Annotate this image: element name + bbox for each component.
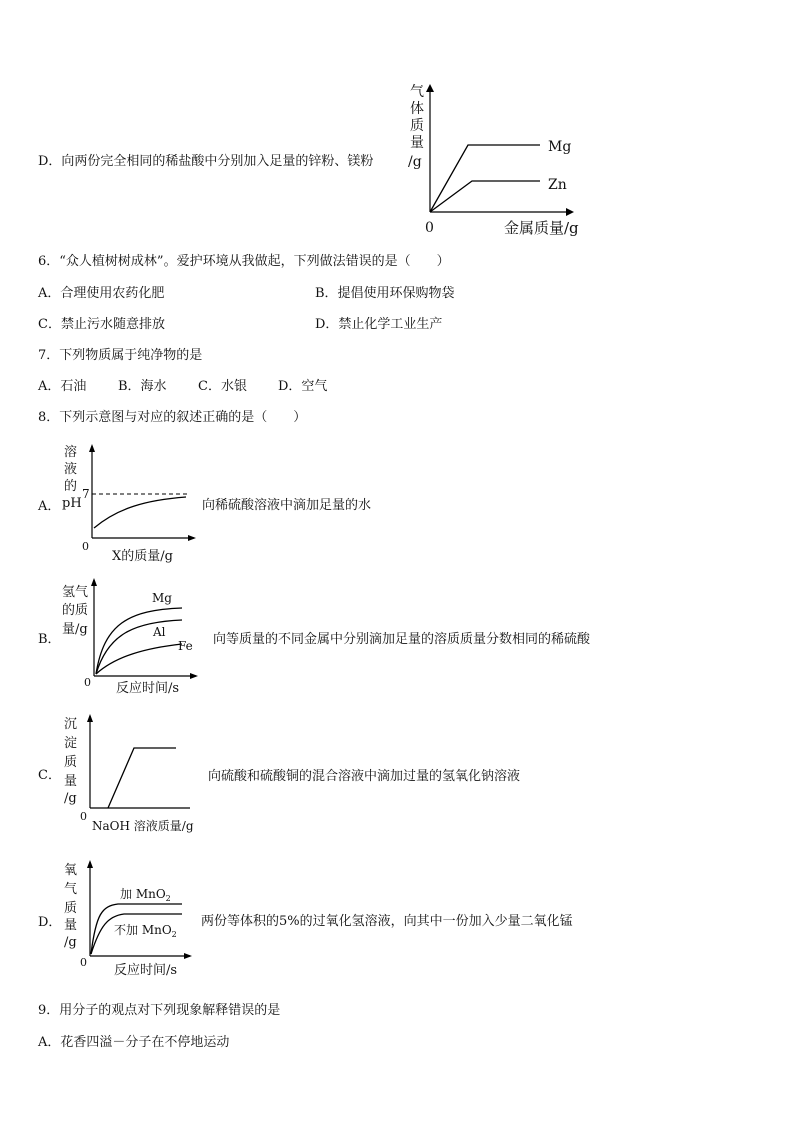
- q9-stem: 9．用分子的观点对下列现象解释错误的是: [38, 1003, 281, 1018]
- q6-option-c: C．禁止污水随意排放: [38, 317, 165, 332]
- q5-label-mg: Mg: [548, 139, 572, 155]
- q8c-ylabel-1: 沉: [64, 717, 78, 732]
- q8b-curve-al: [96, 620, 182, 674]
- q5-ylabel-5: /g: [408, 154, 422, 170]
- q8d-xlabel: 反应时间/s: [114, 963, 178, 978]
- q5-ylabel-1: 气: [410, 84, 424, 100]
- q7-option-c: C．水银: [198, 379, 247, 394]
- q7-option-a: A．石油: [38, 379, 87, 394]
- q8c-text: 向硫酸和硫酸铜的混合溶液中滴加过量的氢氧化钠溶液: [208, 769, 521, 784]
- q8d-ylabel-2: 气: [64, 882, 78, 897]
- q9-option-a: A．花香四溢－分子在不停地运动: [38, 1035, 230, 1050]
- q5-ylabel-2: 体: [410, 101, 424, 117]
- q8d-letter: D．: [38, 915, 62, 930]
- q8d-ylabel-5: /g: [64, 935, 77, 950]
- q5-curve-zn: [430, 181, 540, 212]
- q8a-ylabel-4: pH: [62, 496, 82, 511]
- q8a-ylabel-1: 溶: [64, 445, 78, 460]
- q8b-ylabel-1: 氢气: [62, 585, 89, 600]
- q8c-ylabel-2: 淀: [64, 736, 78, 751]
- q8a-letter: A．: [38, 499, 61, 514]
- q8c-curve: [108, 748, 176, 808]
- q8d-text: 两份等体积的5%的过氧化氢溶液，向其中一份加入少量二氧化锰: [201, 914, 573, 929]
- q8b-ylabel-3: 量/g: [62, 622, 88, 637]
- q8b-xlabel: 反应时间/s: [116, 681, 180, 696]
- q8a-tick-7: 7: [82, 487, 90, 501]
- q8c-graph: [58, 710, 218, 838]
- q6-option-b: B．提倡使用环保购物袋: [315, 286, 455, 301]
- q5-ylabel-3: 质: [410, 118, 424, 134]
- q5-x-arrow: [566, 208, 574, 216]
- q5-option-d: D．向两份完全相同的稀盐酸中分别加入足量的锌粉、镁粉: [38, 154, 374, 169]
- q8b-label-al: Al: [153, 625, 166, 639]
- q8b-graph: [58, 574, 198, 698]
- q8b-text: 向等质量的不同金属中分别滴加足量的溶质质量分数相同的稀硫酸: [213, 632, 591, 647]
- q5-y-arrow: [426, 84, 434, 92]
- q8a-xlabel: X的质量/g: [112, 549, 173, 564]
- q8a-text: 向稀硫酸溶液中滴加足量的水: [202, 498, 372, 513]
- q8c-origin: 0: [80, 810, 87, 823]
- q8b-origin: 0: [84, 676, 91, 689]
- q5-graph: [400, 80, 600, 240]
- q8d-label-without: 不加 MnO$_2$: [114, 923, 177, 939]
- q5-xlabel: 金属质量/g: [504, 219, 579, 237]
- q8d-ylabel-3: 质: [64, 901, 78, 916]
- q5-origin: 0: [425, 220, 434, 236]
- q8c-ylabel-3: 质: [64, 755, 78, 770]
- q8c-xlabel: NaOH 溶液质量/g: [92, 819, 194, 833]
- q5-curve-mg: [430, 145, 540, 212]
- q6-option-d: D．禁止化学工业生产: [315, 317, 443, 332]
- q5-label-zn: Zn: [548, 177, 567, 193]
- q8b-label-fe: Fe: [178, 639, 193, 653]
- q8d-graph: [58, 856, 198, 980]
- q8d-label-with: 加 MnO$_2$: [120, 887, 171, 903]
- q8a-origin: 0: [82, 540, 89, 553]
- q7-stem: 7．下列物质属于纯净物的是: [38, 348, 203, 363]
- q8d-origin: 0: [80, 956, 87, 969]
- q8b-ylabel-2: 的质: [62, 603, 89, 618]
- q5-ylabel-4: 量: [410, 135, 424, 151]
- q8a-ylabel-3: 的: [64, 479, 78, 494]
- q8a-curve: [94, 497, 186, 528]
- q8b-letter: B．: [38, 632, 61, 647]
- q8d-ylabel-1: 氧: [64, 863, 78, 878]
- q7-option-d: D．空气: [278, 379, 328, 394]
- q6-option-a: A．合理使用农药化肥: [38, 286, 165, 301]
- q8a-graph: [58, 440, 198, 568]
- q7-option-b: B．海水: [118, 379, 167, 394]
- q8c-ylabel-5: /g: [64, 791, 77, 806]
- q6-stem: 6．“众人植树树成林”。爱护环境从我做起，下列做法错误的是（ ）: [38, 254, 450, 269]
- q8c-ylabel-4: 量: [64, 774, 78, 789]
- q8d-ylabel-4: 量: [64, 918, 78, 933]
- q8c-letter: C．: [38, 768, 61, 783]
- q8-stem: 8．下列示意图与对应的叙述正确的是（ ）: [38, 410, 307, 425]
- q8a-ylabel-2: 液: [64, 462, 78, 477]
- q8b-label-mg: Mg: [152, 591, 172, 605]
